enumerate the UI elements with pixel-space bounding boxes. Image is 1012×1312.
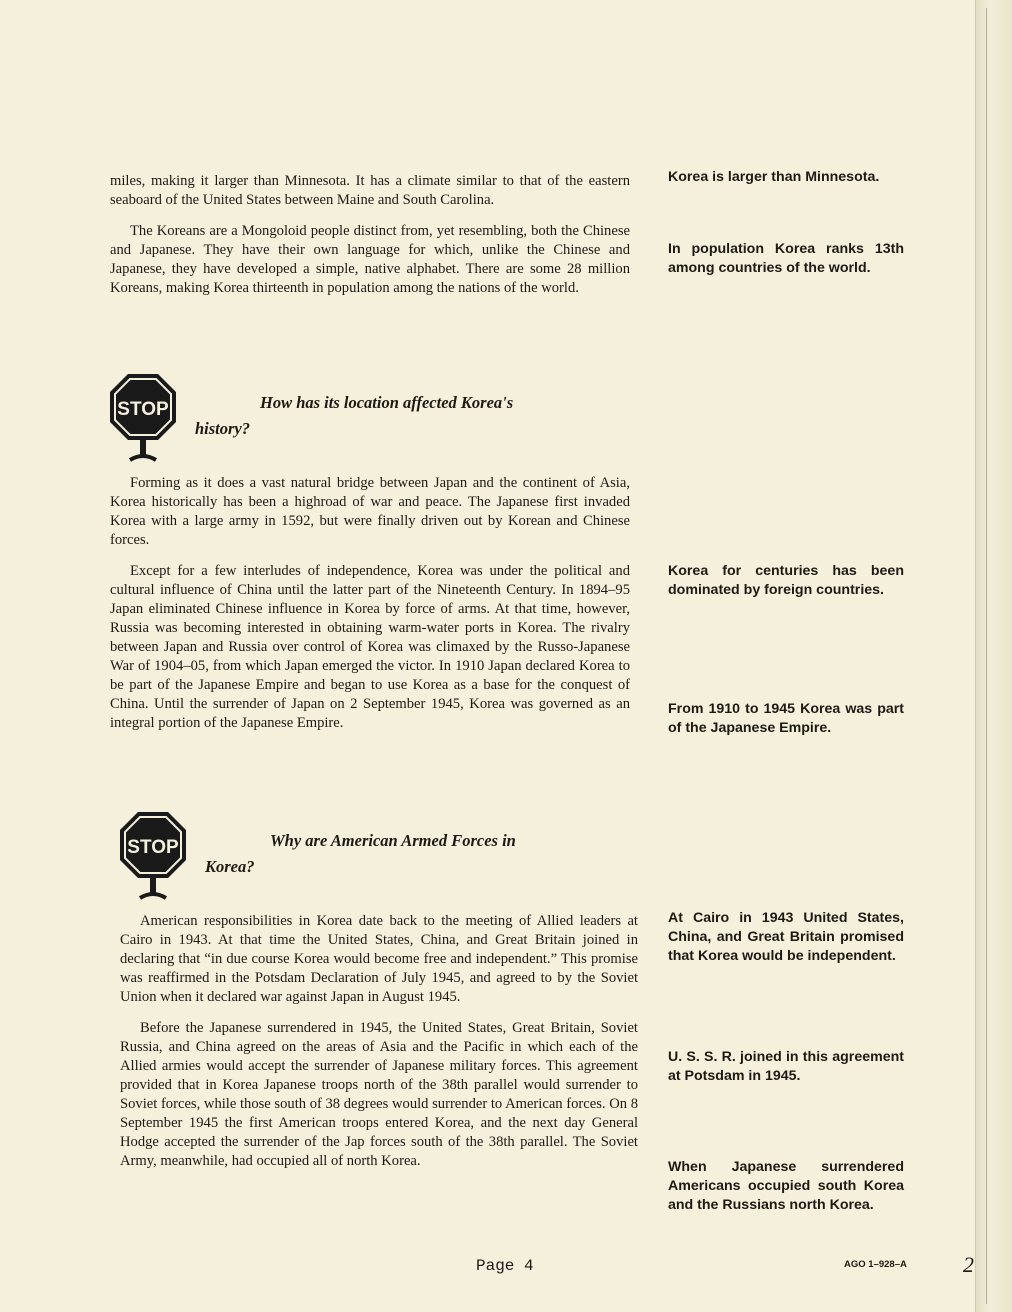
location-paragraph-1: Forming as it does a vast natural bridge between Japan and the continent of Asia, Korea historically has been a highroad of war and peace. The Japanese first invaded Korea with a large army in 1592, but were finally driven out by Korean and Chinese forces. <box>110 475 630 548</box>
section-heading-location <box>195 390 635 442</box>
heading-line-2: history? <box>195 419 251 438</box>
intro-paragraph-2: The Koreans are a Mongoloid people distinct from, yet resembling, both the Chinese and Japanese. They have their own language for which, unlike the Chinese and Japanese, they have developed a simple, native alphabet. There are some 28 million Koreans, making Korea thirteenth in population among the nations of the world. <box>110 223 630 296</box>
page-number-label: Page 4 <box>476 1257 534 1275</box>
margin-note: When Japanese surrendered Americans occupied south Korea and the Russians north Korea. <box>668 1159 904 1213</box>
margin-note: Korea is larger than Minnesota. <box>668 169 880 185</box>
stop-sign-icon <box>118 810 188 902</box>
forces-paragraph-1: American responsibilities in Korea date back to the meeting of Allied leaders at Cairo in 1943. At that time the United States, China, and Great Britain joined in declaring that “in due course Korea would become free and independent.” This promise was reaffirmed in the Potsdam Declaration of July 1945, and agreed to by the Soviet Union when it declared war against Japan in August 1945. <box>120 913 638 1005</box>
margin-note: In population Korea ranks 13th among countries of the world. <box>668 241 904 276</box>
heading-line-1: How has its location affected Korea's <box>260 393 514 412</box>
page-binding-edge <box>975 0 1012 1312</box>
stop-sign-icon <box>108 372 178 464</box>
margin-note: Korea for centuries has been dominated by foreign countries. <box>668 563 904 598</box>
form-code: AGO 1–928–A <box>844 1259 907 1270</box>
stop-sign-label: STOP <box>127 837 179 858</box>
section-location-body <box>110 474 630 745</box>
forces-paragraph-2: Before the Japanese surrendered in 1945, the United States, Great Britain, Soviet Russia, and China agreed on the areas of Asia and the Pacific in which each of the Allied armies would accept the surrender of Japanese military forces. This agreement provided that in Korea Japanese troops north of the 38th parallel would surrender to Soviet forces, while those south of 38 degrees would surrender to American forces. On 8 September 1945 the first American troops entered Korea, and the next day General Hodge accepted the surrender of the Jap forces south of the 38th parallel. The Soviet Army, meanwhile, had occupied all of north Korea. <box>120 1020 638 1169</box>
sheet-number: 2 <box>963 1252 974 1277</box>
intro-block <box>110 172 630 310</box>
margin-note: From 1910 to 1945 Korea was part of the Japanese Empire. <box>668 701 904 736</box>
margin-note: At Cairo in 1943 United States, China, and Great Britain promised that Korea would be independent. <box>668 910 904 964</box>
intro-paragraph-1: miles, making it larger than Minnesota. It has a climate similar to that of the eastern seaboard of the United States between Maine and South Carolina. <box>110 173 630 208</box>
section-forces-body <box>120 912 638 1183</box>
location-paragraph-2: Except for a few interludes of independence, Korea was under the political and cultural influence of China until the latter part of the Nineteenth Century. In 1894–95 Japan eliminated Chinese influence in Korea by force of arms. At that time, however, Russia was becoming interested in obtaining warm-water ports in Korea. The rivalry between Japan and Russia over control of Korea was climaxed by the Russo-Japanese War of 1904–05, from which Japan emerged the victor. In 1910 Japan declared Korea to be part of the Japanese Empire and began to use Korea as a base for the conquest of China. Until the surrender of Japan on 2 September 1945, Korea was governed as an integral portion of the Japanese Empire. <box>110 563 630 731</box>
heading-line-1: Why are American Armed Forces in <box>270 831 516 850</box>
heading-line-2: Korea? <box>205 857 255 876</box>
margin-note: U. S. S. R. joined in this agreement at Potsdam in 1945. <box>668 1049 904 1084</box>
section-heading-forces <box>205 828 645 880</box>
stop-sign-label: STOP <box>117 399 169 420</box>
